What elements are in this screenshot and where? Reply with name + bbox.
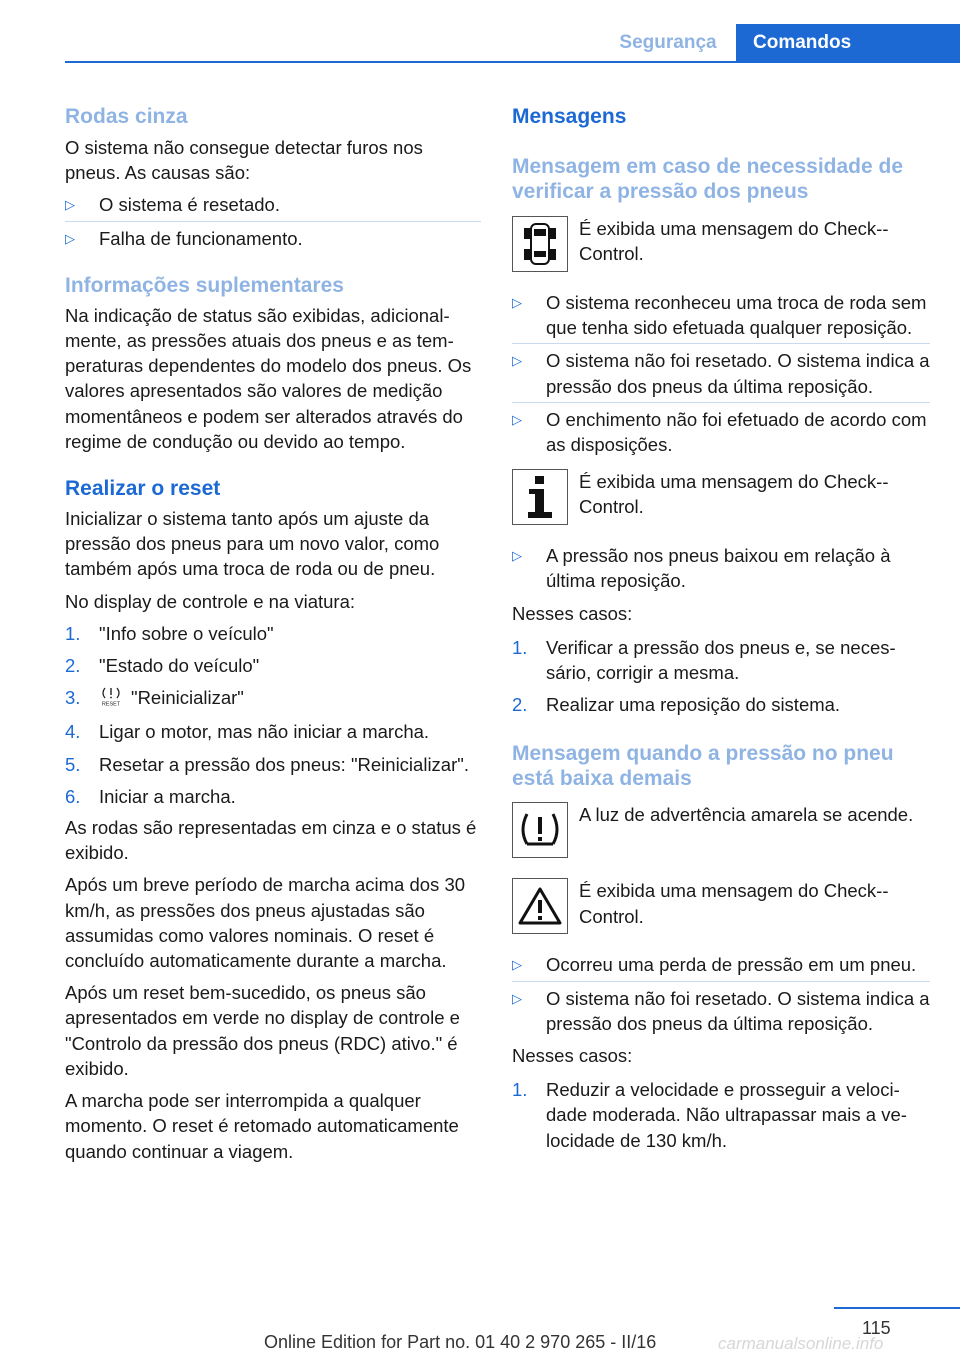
list-item: 1. Reduzir a velocidade e prosseguir a velocidade moderada. Não ultrapassar mais a velocidade de 130 km/h. [512,1079,907,1151]
list-item: 6. Iniciar a marcha. [65,785,236,807]
check-control-row [512,878,930,934]
edition-text: Online Edition for Part no. 01 40 2 970 265 - II/16 [264,1332,657,1352]
list-divider [512,402,930,403]
bullet-list [512,290,930,457]
list-item: 1. "Info sobre o veículo" [65,622,274,644]
list-item: 2. Realizar uma reposição do sistema. [512,694,841,716]
warning-triangle-icon [512,878,568,934]
tire-pressure-car-icon [512,216,568,272]
paragraph: A marcha pode ser interrompida a qualquer momento. O reset é retomado automaticamente quando continuar a viagem. [65,1090,459,1162]
paragraph: Após um reset bem-sucedido, os pneus são apresentados em verde no display de controle e "Controlo da pressão dos pneus (RDC) ativo." é exibido. [65,982,460,1079]
svg-text:RESET: RESET [101,701,121,707]
paragraph: Após um breve período de marcha acima dos 30 km/h, as pressões dos pneus ajustadas são assumidas como valores nominais. O reset é concluído automaticamente durante a marcha. [65,874,466,972]
list-item: 3. RESET "Reinicializar" [65,685,481,712]
paragraph: As rodas são representadas em cinza e o status é exibido. [65,817,477,864]
list-divider [512,981,930,982]
paragraph: Nesses casos: [512,1045,633,1067]
list-item: 1. Verificar a pressão dos pneus e, se necessário, corrigir a mesma. [512,636,896,684]
list-item: ▷ O sistema não foi resetado. O sistema indica a pressão dos pneus da última reposição. [512,350,930,397]
paragraph: Nesses casos: [512,602,633,624]
paragraph: Na indicação de status são exibidas, adicionalmente, as pressões atuais dos pneus e as temperaturas dependentes do modelo dos pneus. Os valores apresentados são valores de medição momentâneos e podem ser alterados através do regime de condução ou devido ao tempo. [65,304,472,452]
list-item: ▷ A pressão nos pneus baixou em relação à última reposição. [512,545,891,592]
warning-lamp-row [512,802,930,858]
heading-pressao-baixa: Mensagem quando a pressão no pneu está baixa demais [512,742,894,791]
list-item: 4. Ligar o motor, mas não iniciar a marcha. [65,721,430,743]
heading-verificar-pressao: Mensagem em caso de necessidade de verificar a pressão dos pneus [512,155,904,203]
numbered-list [512,1077,930,1153]
triangle-bullet-icon: ▷ [512,548,522,564]
list-item: ▷ O sistema reconheceu uma troca de roda sem que tenha sido efetuada qualquer reposição. [512,292,927,339]
reset-icon [99,686,123,712]
triangle-bullet-icon: ▷ [512,411,522,427]
header-rule [65,61,960,63]
triangle-bullet-icon: ▷ [65,230,75,246]
footer-rule [834,1307,960,1309]
heading-realizar-reset: Realizar o reset [65,477,221,501]
paragraph: É exibida uma mensagem do Check-Control. [579,880,889,927]
triangle-bullet-icon: ▷ [512,295,522,310]
heading-informacoes: Informações suplementares [65,273,344,297]
left-column [65,104,481,1164]
paragraph: Inicializar o sistema tanto após um ajuste da pressão dos pneus para um novo valor, como também após uma troca de roda ou de pneu. [65,508,440,580]
tire-pressure-warning-icon [512,802,568,858]
list-divider [65,221,481,222]
page-number: 115 [862,1318,891,1338]
list-item: 5. Resetar a pressão dos pneus: "Reinicializar". [65,753,469,775]
paragraph: É exibida uma mensagem do Check-Control. [579,471,889,518]
list-item: 2. "Estado do veículo" [65,655,260,677]
numbered-list [65,621,481,809]
check-control-row [512,216,930,272]
triangle-bullet-icon: ▷ [512,957,522,973]
list-divider [512,343,930,344]
triangle-bullet-icon: ▷ [65,197,75,213]
heading-mensagens: Mensagens [512,105,627,128]
list-item: ▷ O sistema é resetado. [65,192,481,217]
list-item: ▷ Ocorreu uma perda de pressão em um pneu. [512,952,930,977]
bullet-list [512,543,930,593]
triangle-bullet-icon: ▷ [512,990,522,1006]
watermark: carmanualsonline.info [718,1334,884,1353]
paragraph: A luz de advertência amarela se acende. [579,804,914,826]
tab-seguranca[interactable]: Segurança [619,32,717,53]
bullet-list [65,192,481,250]
list-item: ▷ O sistema não foi resetado. O sistema indica a pressão dos pneus da última reposição. [512,987,930,1034]
info-icon [512,469,568,525]
paragraph: É exibida uma mensagem do Check-Control. [579,218,889,265]
bullet-list [512,952,930,1036]
list-item: ▷ O enchimento não foi efetuado de acordo com as disposições. [512,408,927,456]
numbered-list [512,635,930,718]
check-control-row [512,469,930,525]
tab-comandos[interactable]: Comandos [736,24,960,62]
triangle-bullet-icon: ▷ [512,353,522,369]
right-column [512,104,930,1153]
paragraph: O sistema não consegue detectar furos nos pneus. As causas são: [65,137,423,184]
heading-rodas-cinza: Rodas cinza [65,105,188,128]
paragraph: No display de controle e na viatura: [65,590,356,612]
list-item: ▷ Falha de funcionamento. [65,226,481,251]
